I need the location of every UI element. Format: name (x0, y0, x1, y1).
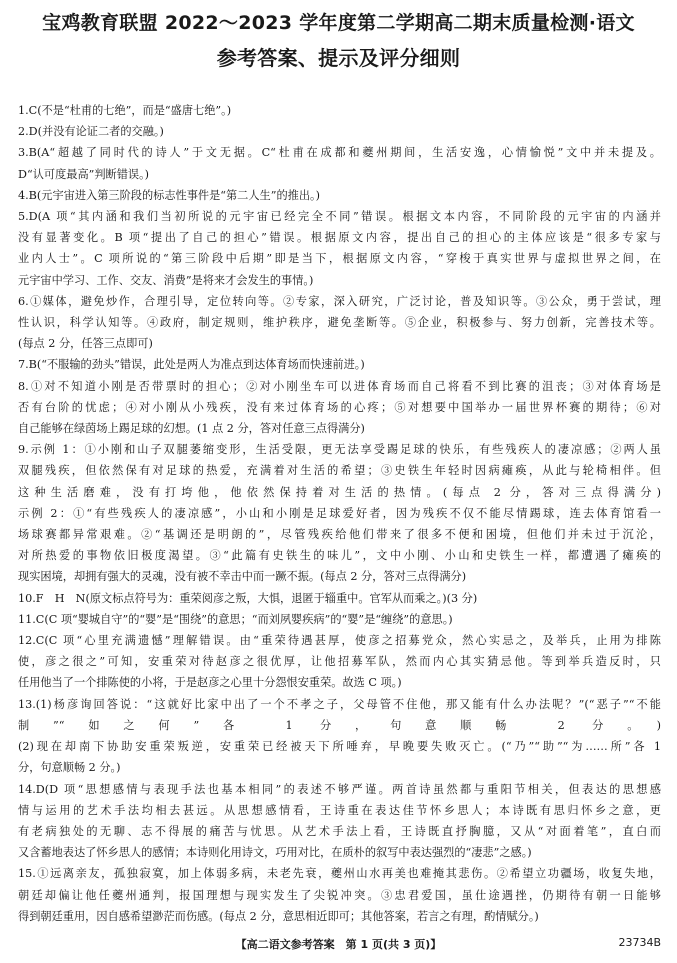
answer-line: 这种生活磨难，没有打垮他，他依然保持着对生活的热情。(每点 2 分，答对三点得满分) (18, 485, 661, 499)
answer-line: D“认可度最高”判断错误。) (18, 167, 150, 181)
answer-item (18, 609, 661, 630)
answer-line: 又含蓄地表达了怀乡思人的感情；本诗则化用诗文，巧用对比，在质朴的叙写中表达强烈的“凄悲”之感。) (18, 846, 532, 860)
answer-line: 得到朝廷重用，因自感希望渺茫而伤感。(每点 2 分，意思相近即可；其他答案，若言之有理，酌情赋分。) (18, 909, 539, 923)
answer-line: 性认识，科学认知等。④政府，制定规则，维护秩序，避免垄断等。⑤企业，积极参与、努力创新，完善技术等。 (18, 316, 661, 330)
answer-line: 3.B(A“超越了同时代的诗人”于文无据。C“杜甫在成都和夔州期间，生活安逸，心情愉悦”文中并未提及。 (18, 146, 661, 160)
answer-item (18, 376, 661, 440)
answer-item (18, 439, 661, 587)
answer-item (18, 863, 661, 927)
answer-line: 4.B(元宇宙进入第三阶段的标志性事件是“第二人生”的推出。) (18, 188, 320, 202)
answer-line: 11.C(C 项“婴城自守”的“婴”是“围绕”的意思；“而刘夙婴疾病”的“婴”是“缠绕”的意思。) (18, 612, 453, 626)
answer-line: 7.B(“不服输的劲头”错误，此处是两人为准点到达体育场而快速前进。) (18, 358, 365, 372)
answer-line: 15.①远离亲友，孤独寂寞，加上体弱多病，未老先衰，夔州山水再美也难掩其悲伤。②希望立功疆场，收复失地， (18, 867, 661, 881)
answer-line: 2.D(并没有论证二者的交融。) (18, 125, 164, 139)
answer-line: (每点 2 分，任答三点即可) (18, 337, 153, 351)
answer-line: 业内人士”。C 项所说的“第三阶段中后期”即是当下，根据原文内容，“穿梭于真实世界与虚拟世界之间，在 (18, 252, 661, 266)
answer-line: 否有台阶的忧虑；④对小刚从小残疾，没有来过体育场的心疼；⑤对想要中国举办一届世界杯赛的期待；⑥对 (18, 400, 661, 414)
answer-line: 对所热爱的事物依旧极度渴望。③“此篇有史铁生的味儿”，文中小刚、小山和史铁生一样，都遭遇了瘫痪的 (18, 549, 661, 563)
answer-item (18, 142, 661, 184)
answer-line: 12.C(C 项“心里充满遗憾”理解错误。由“重荣待遇甚厚，使彦之招募党众，然心实忌之，及举兵，止用为排陈 (18, 634, 661, 648)
footer-exam-code: 23734B (618, 936, 661, 949)
answer-item (18, 121, 661, 142)
answer-line: 13.(1)杨彦询回答说：“这就好比家中出了一个不孝之子，父母管不住他，那又能有什么办法呢？”(“恶子”“不能 (18, 697, 661, 711)
answer-line: 5.D(A 项“其内涵和我们当初所说的元宇宙已经完全不同”错误。根据文本内容，不同阶段的元宇宙的内涵并 (18, 210, 661, 224)
answer-item (18, 354, 661, 375)
answer-line: 双腿残疾，但依然保有对足球的热爱，充满着对生活的希望；③史铁生年轻时因病瘫痪，从此与轮椅相伴。但 (18, 464, 661, 478)
answer-line: 分，句意顺畅 2 分。) (18, 761, 121, 775)
answer-line: 制”“如之何”各 1 分，句意顺畅 2 分。) (18, 718, 661, 732)
page-title: 宝鸡教育联盟 2022～2023 学年度第二学期高二期末质量检测·语文 (42, 12, 635, 34)
answer-item (18, 694, 661, 779)
answer-line: 9.示例 1：①小刚和山子双腿萎缩变形，生活受限，更无法享受踢足球的快乐，有些残疾人的凄凉感；②两人虽 (18, 443, 661, 457)
answer-line: 现实困境，却拥有强大的灵魂，没有被不幸击中而一蹶不振。(每点 2 分，答对三点得满分) (18, 570, 467, 584)
answer-line: 6.①媒体，避免炒作，合理引导，定位转向等。②专家，深入研究，广泛讨论，普及知识等。③公众，勇于尝试，理 (18, 294, 661, 308)
answer-item (18, 291, 661, 355)
answer-line: 使，彦之很之”可知，安重荣对待赵彦之很优厚，让他招募军队，然而内心其实猜忌他。等到举兵造反时，只 (18, 655, 661, 669)
answer-line: 任用他当了一个排陈使的小将，于是赵彦之心里十分怨恨安重荣。故选 C 项。) (18, 676, 402, 690)
answer-line: (2)现在却南下协助安重荣叛逆，安重荣已经被天下所唾弃，早晚要失败灭亡。(“乃”“助”“为……所”各 1 (18, 740, 661, 754)
answer-line: 情与运用的艺术手法均相去甚远。从思想感情看，王诗重在表达佳节怀乡思人；本诗既有思归怀乡之意，更 (18, 803, 661, 817)
answer-line: 自己能够在绿茵场上踢足球的幻想。(1 点 2 分，答对任意三点得满分) (18, 422, 365, 436)
page-subtitle: 参考答案、提示及评分细则 (216, 46, 461, 70)
answer-line: 朝廷却偏让他任夔州通判，报国理想与现实发生了尖锐冲突。③忠君爱国，虽仕途遇挫，仍期待有朝一日能够 (18, 888, 661, 902)
answer-list (18, 100, 661, 927)
answer-item (18, 185, 661, 206)
answer-item (18, 100, 661, 121)
answer-line: 示例 2：①“有些残疾人的凄凉感”，小山和小刚是足球爱好者，因为残疾不仅不能尽情踢球，连去体育馆看一 (18, 506, 661, 520)
answer-line: 8.①对不知道小刚是否带票时的担心；②对小刚坐车可以进体育场而自己将看不到比赛的沮丧；③对体育场是 (18, 379, 661, 393)
answer-item (18, 779, 661, 864)
answer-line: 没有显著变化。B 项“提出了自己的担心”错误。根据原文内容，提出自己的担心的主体应该是“很多专家与 (18, 231, 661, 245)
answer-line: 1.C(不是“杜甫的七绝”，而是“盛唐七绝”。) (18, 104, 232, 117)
answer-item (18, 588, 661, 609)
footer-page-info: 【高二语文参考答案 第 1 页(共 3 页)】 (235, 938, 442, 951)
answer-item (18, 206, 661, 291)
answer-line: 14.D(D 项“思想感情与表现手法也基本相同”的表述不够严谨。两首诗虽然都与重阳节相关，但表达的思想感 (18, 782, 661, 796)
answer-line: 场球赛都异常艰难。②“基调还是明朗的”，尽管残疾给他们带来了很多不便和困境，但他们并未过于沉沦， (18, 528, 661, 542)
answer-item (18, 630, 661, 694)
answer-line: 有老病独处的无聊、志不得展的痛苦与忧思。从艺术手法上看，王诗既直抒胸臆，又从“对面着笔”，直白而 (18, 824, 661, 838)
answer-line: 元宇宙中学习、工作、交友、消费”是将来才会发生的事情。) (18, 273, 314, 287)
answer-line: 10.F H N(原文标点符号为：重荣阅彦之叛，大惧，退匿于辎重中。官军从而乘之。)(3 分) (18, 591, 478, 605)
